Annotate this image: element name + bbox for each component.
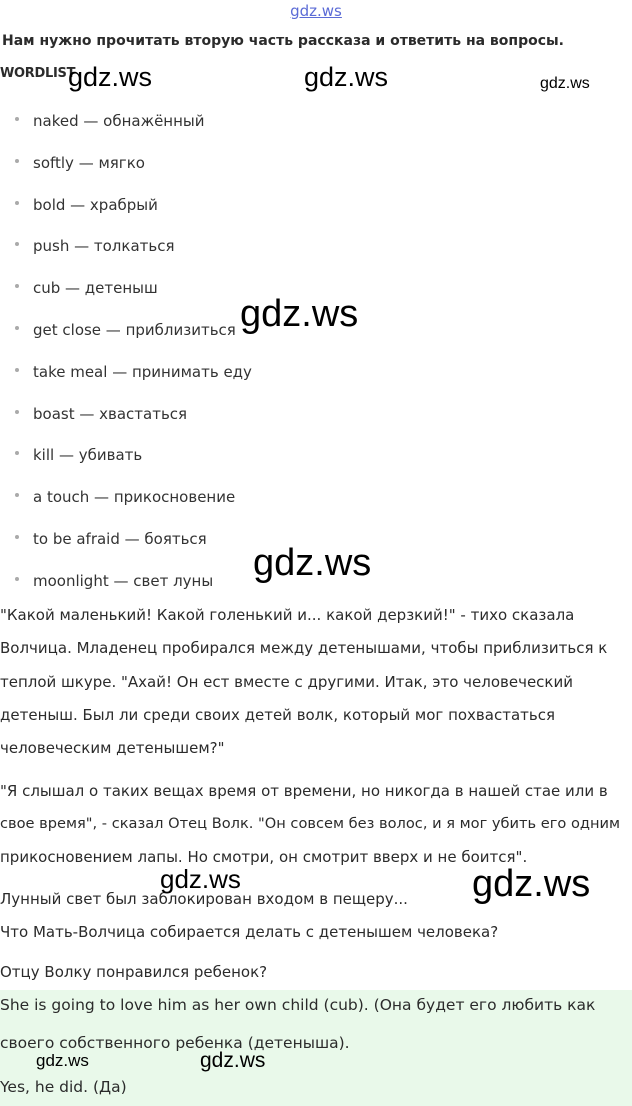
story-line: детеныш. Был ли среди своих детей волк, который мог похвастаться [0,706,555,724]
wordlist-item-text: cub — детеныш [33,279,158,298]
bullet-icon [15,117,19,121]
watermark: gdz.ws [160,864,241,894]
wordlist-item-text: a touch — прикосновение [33,488,236,507]
bullet-icon [15,451,19,455]
bullet-icon [15,577,19,581]
story-line: Лунный свет был заблокирован входом в пещеру... [0,890,408,908]
story-line: прикосновением лапы. Но смотри, он смотрит вверх и не боится". [0,848,528,866]
watermark: gdz.ws [253,542,372,584]
watermark: gdz.ws [304,62,389,92]
story-line: свое время", - сказал Отец Волк. "Он совсем без волос, и я мог убить его одним [0,815,621,832]
wordlist-item-text: naked — обнажённый [33,112,205,130]
watermark: gdz.ws [68,62,153,92]
watermark: gdz.ws [540,75,590,92]
task-heading: Нам нужно прочитать вторую часть рассказа и ответить на вопросы. [2,33,565,49]
answer-line: своего собственного ребенка (детеныша). [0,1034,350,1052]
bullet-icon [15,493,19,497]
wordlist-item-text: kill — убивать [33,446,143,465]
bullet-icon [15,201,19,205]
story-line: "Я слышал о таких вещах время от времени, но никогда в нашей стае или в [0,782,608,800]
story-line: Волчица. Младенец пробирался между детенышами, чтобы приблизиться к [0,639,608,657]
wordlist-item-text: boast — хвастаться [33,404,188,423]
story-line: человеческим детенышем?" [0,739,225,757]
bullet-icon [15,159,19,163]
wordlist-label: WORDLIST [0,66,76,81]
bullet-icon [15,410,19,414]
wordlist-item-text: moonlight — свет луны [33,571,214,590]
bullet-icon [15,535,19,539]
bullet-icon [15,242,19,246]
watermark: gdz.ws [240,293,359,335]
watermark: gdz.ws [36,1051,89,1070]
question-1: Что Мать-Волчица собирается делать с детенышем человека? [0,923,499,941]
wordlist-item-text: push — толкаться [33,237,175,256]
watermark: gdz.ws [200,1049,266,1072]
wordlist-item-text: to be afraid — бояться [33,529,207,548]
wordlist-item-text: take meal — принимать еду [33,362,252,381]
watermark: gdz.ws [472,863,591,905]
wordlist-item-text: get close — приблизиться [33,320,236,339]
site-link[interactable]: gdz.ws [290,2,342,20]
question-2: Отцу Волку понравился ребенок? [0,963,268,981]
bullet-icon [15,368,19,372]
bullet-icon [15,284,19,288]
answer-line: Yes, he did. (Да) [0,1078,127,1096]
answer-line: She is going to love him as her own child (cub). (Она будет его любить как [0,996,596,1014]
wordlist-item-text: softly — мягко [33,153,145,172]
story-line: "Какой маленький! Какой голенький и... какой дерзкий!" - тихо сказала [0,606,575,624]
wordlist-item-text: bold — храбрый [33,195,158,214]
story-line: теплой шкуре. "Ахай! Он ест вместе с другими. Итак, это человеческий [0,673,573,691]
bullet-icon [15,326,19,330]
